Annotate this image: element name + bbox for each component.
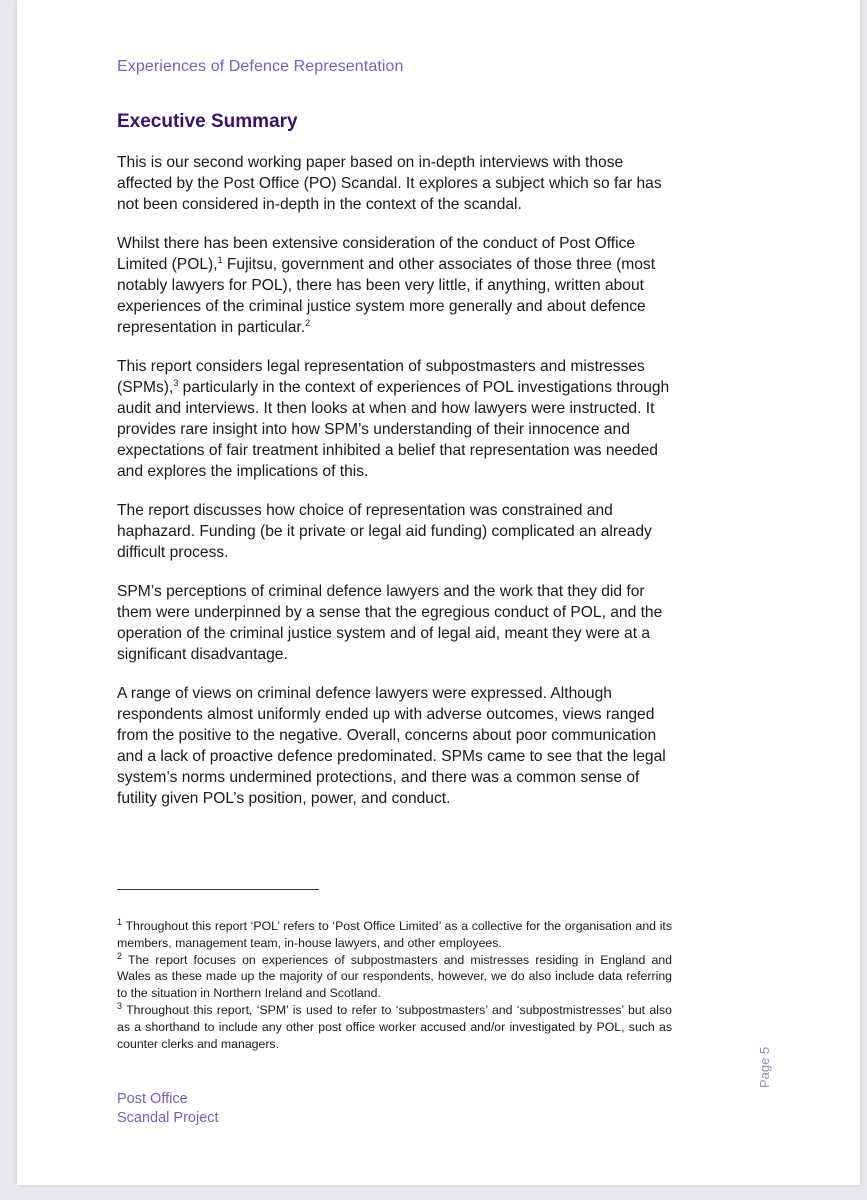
footnote-text: The report focuses on experiences of subpostmasters and mistresses residing in England and Wales as these made up the majority of our respondents, however, we do also include data referring to the situation in Northern Ireland and Scotland. [117, 952, 672, 1001]
footnote-number: 1 [117, 916, 123, 927]
paragraph-3-text-b: particularly in the context of experiences of POL investigations through audit and interviews. It then looks at when and how lawyers were instructed. It provides rare insight into how SPM’s understanding of their innocence and expectations of fair treatment inhibited a belief that representation was needed and explores the implications of this. [117, 379, 670, 480]
footer-brand [117, 1090, 219, 1128]
footnote-ref-2: 2 [305, 317, 311, 328]
paragraph-1: This is our second working paper based on in-depth interviews with those affected by the Post Office (PO) Scandal. It explores a subject which so far has not been considered in-depth in the context of the scandal. [117, 154, 662, 213]
body-text [117, 152, 677, 827]
footnote-ref-1: 1 [217, 254, 223, 265]
paragraph-2-text-a: Whilst there has been extensive consideration of the conduct of Post Office Limited (POL), [117, 235, 636, 273]
footnote-3 [117, 1002, 672, 1052]
footnotes [117, 918, 672, 1052]
page-number: Page 5 [757, 1046, 772, 1088]
footer-brand-line-1: Post Office [117, 1091, 188, 1107]
footnote-number: 2 [117, 950, 123, 961]
section-title: Executive Summary [117, 111, 298, 132]
document-page [17, 0, 860, 1185]
running-header: Experiences of Defence Representation [117, 58, 404, 75]
footnote-text: Throughout this report, ‘SPM’ is used to refer to ‘subpostmasters’ and ‘subpostmistresses’ but also as a shorthand to include any other post office worker accused and/or investigated by POL, such as counter clerks and managers. [117, 1002, 672, 1051]
paragraph-4: The report discusses how choice of representation was constrained and haphazard. Funding (be it private or legal aid funding) complicated an already difficult process. [117, 502, 652, 561]
footnote-text: Throughout this report ‘POL’ refers to ‘Post Office Limited’ as a collective for the organisation and its members, management team, in-house lawyers, and other employees. [117, 919, 672, 950]
footnote-number: 3 [117, 1000, 123, 1011]
footer-brand-line-2: Scandal Project [117, 1110, 219, 1126]
paragraph-2 [117, 233, 677, 338]
footnote-1 [117, 918, 672, 952]
paragraph-6: A range of views on criminal defence lawyers were expressed. Although respondents almost uniformly ended up with adverse outcomes, views ranged from the positive to the negative. Overall, concerns about poor communication and a lack of proactive defence predominated. SPMs came to see that the legal system’s norms undermined protections, and there was a common sense of futility given POL’s position, power, and conduct. [117, 685, 666, 807]
paragraph-3 [117, 356, 677, 482]
paragraph-5: SPM’s perceptions of criminal defence lawyers and the work that they did for them were underpinned by a sense that the egregious conduct of POL, and the operation of the criminal justice system and of legal aid, meant they were at a significant disadvantage. [117, 583, 663, 663]
footnote-ref-3: 3 [173, 377, 179, 388]
paragraph-3-text-a: This report considers legal representation of subpostmasters and mistresses (SPMs), [117, 358, 645, 396]
footnote-2 [117, 952, 672, 1002]
paragraph-2-text-b: Fujitsu, government and other associates of those three (most notably lawyers for POL), there has been very little, if anything, written about experiences of the criminal justice system more generally and about defence representation in particular. [117, 256, 656, 336]
footnote-divider [117, 889, 319, 890]
